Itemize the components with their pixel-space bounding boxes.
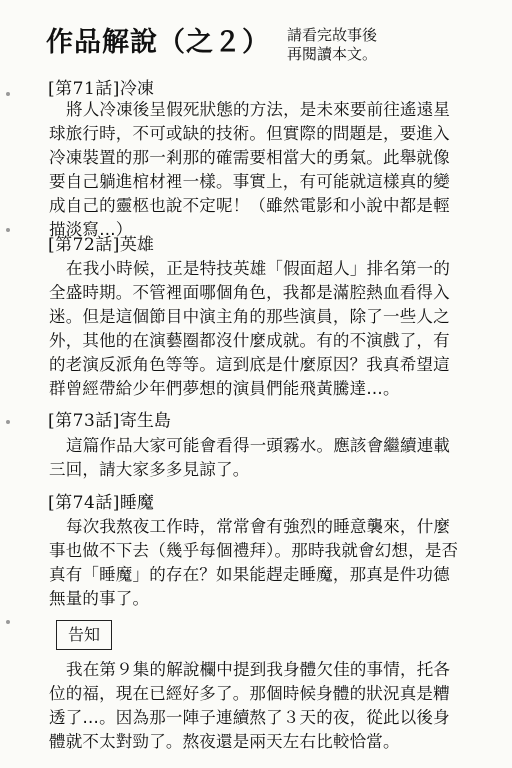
section-body-71: 將人冷凍後呈假死狀態的方法，是未來要前往遙遠星球旅行時，不可或缺的技術。但實際的問題是，要進入冷凍裝置的那一剎那的確需要相當大的勇氣。此舉就像要自己躺進棺材裡一樣。事實上，有可能就這樣真的變成自己的靈柩也說不定呢！（雖然電影和小說中都是輕描淡寫…） [49, 100, 451, 239]
chapter-tag: [第72話] [48, 235, 120, 255]
chapter-title: 英雄 [119, 235, 154, 255]
section-heading-71 [48, 74, 154, 99]
notice-body: 我在第９集的解說欄中提到我身體欠佳的事情，托各位的福，現在已經好多了。那個時候身體的狀況真是糟透了…。因為那一陣子連續熬了３天的夜，從此以後身體就不太對勁了。熬夜還是兩天左右比較恰當。 [49, 660, 451, 751]
reading-note-line-1: 請看完故事後 [287, 26, 378, 44]
notice-label: 告知 [56, 620, 112, 650]
section-heading-72 [48, 230, 154, 255]
binding-hole [6, 420, 10, 424]
section-body-73: 這篇作品大家可能會看得一頭霧水。應該會繼續連載三回，請大家多多見諒了。 [49, 436, 451, 479]
reading-note [287, 26, 377, 64]
binding-hole [6, 92, 10, 96]
chapter-tag: [第73話] [48, 411, 120, 431]
chapter-title: 睡魔 [119, 493, 154, 513]
section-body-74: 每次我熬夜工作時，常常會有強烈的睡意襲來，什麼事也做不下去（幾乎每個禮拜）。那時我就會幻想，是否真有「睡魔」的存在？如果能趕走睡魔，那真是件功德無量的事了。 [49, 517, 459, 608]
section-heading-74 [48, 488, 154, 513]
reading-note-line-2: 再閱讀本文。 [287, 45, 378, 63]
section-body-72: 在我小時候，正是特技英雄「假面超人」排名第一的全盛時期。不管裡面哪個角色，我都是滿腔熱血看得入迷。但是這個節目中演主角的那些演員，除了一些人之外，其他的在演藝圈都沒什麼成就。有的不演戲了，有的老演反派角色等等。這到底是什麼原因？我真希望這群曾經帶給少年們夢想的演員們能飛黃騰達…。 [49, 259, 451, 398]
chapter-tag: [第71話] [48, 79, 120, 99]
binding-hole [6, 620, 10, 624]
chapter-title: 寄生島 [119, 411, 171, 431]
section-heading-73 [48, 406, 171, 431]
binding-hole [6, 228, 10, 232]
chapter-title: 冷凍 [119, 79, 154, 99]
chapter-tag: [第74話] [48, 493, 120, 513]
page-title: 作品解說（之２） [46, 27, 270, 58]
